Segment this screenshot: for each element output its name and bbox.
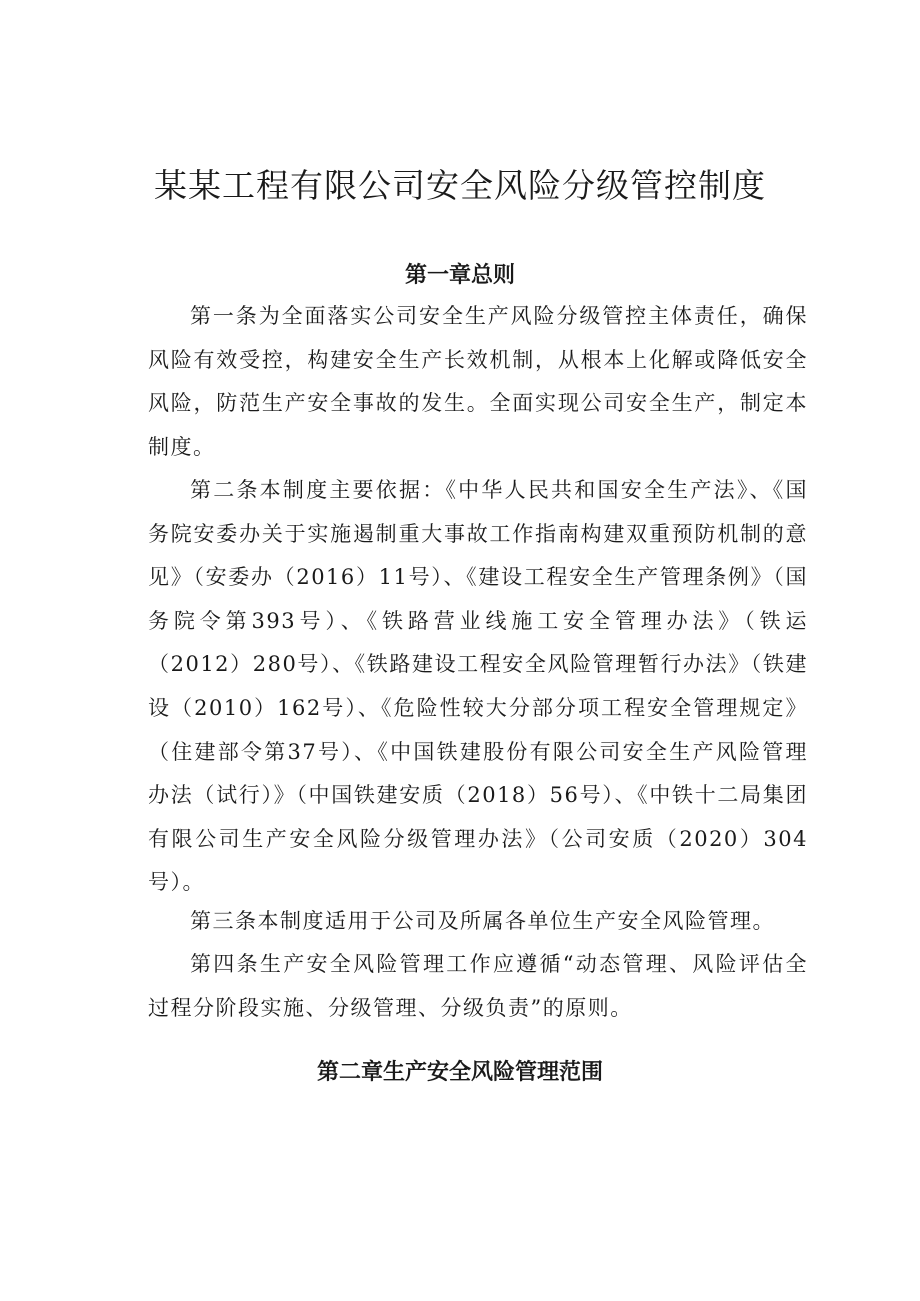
article-4: 第四条生产安全风险管理工作应遵循“动态管理、风险评估全过程分阶段实施、分级管理、分级负责”的原则。 [148,952,808,1020]
document-title: 某某工程有限公司安全风险分级管控制度 [154,166,766,205]
chapter-1-heading: 第一章总则 [404,263,515,288]
article-1: 第一条为全面落实公司安全生产风险分级管控主体责任，确保风险有效受控，构建安全生产长效机制，从根本上化解或降低安全风险，防范生产安全事故的发生。全面实现公司安全生产，制定本制度。 [148,304,808,459]
article-3: 第三条本制度适用于公司及所属各单位生产安全风险管理。 [190,909,775,933]
article-2: 第二条本制度主要依据：《中华人民共和国安全生产法》、《国务院安委办关于实施遏制重大事故工作指南构建双重预防机制的意见》（安委办（2016）11号）、《建设工程安全生产管理条例》（国务院令第393号）、《铁路营业线施工安全管理办法》（铁运（2012）280号）、《铁路建设工程安全风险管理暂行办法》（铁建设（2010）162号）、《危险性较大分部分项工程安全管理规定》（住建部令第37号）、《中国铁建股份有限公司安全生产风险管理办法（试行）》（中国铁建安质（2018）56号）、《中铁十二局集团有限公司生产安全风险分级管理办法》（公司安质（2020）304号）。 [148,478,808,895]
chapter-2-heading: 第二章生产安全风险管理范围 [316,1060,603,1085]
